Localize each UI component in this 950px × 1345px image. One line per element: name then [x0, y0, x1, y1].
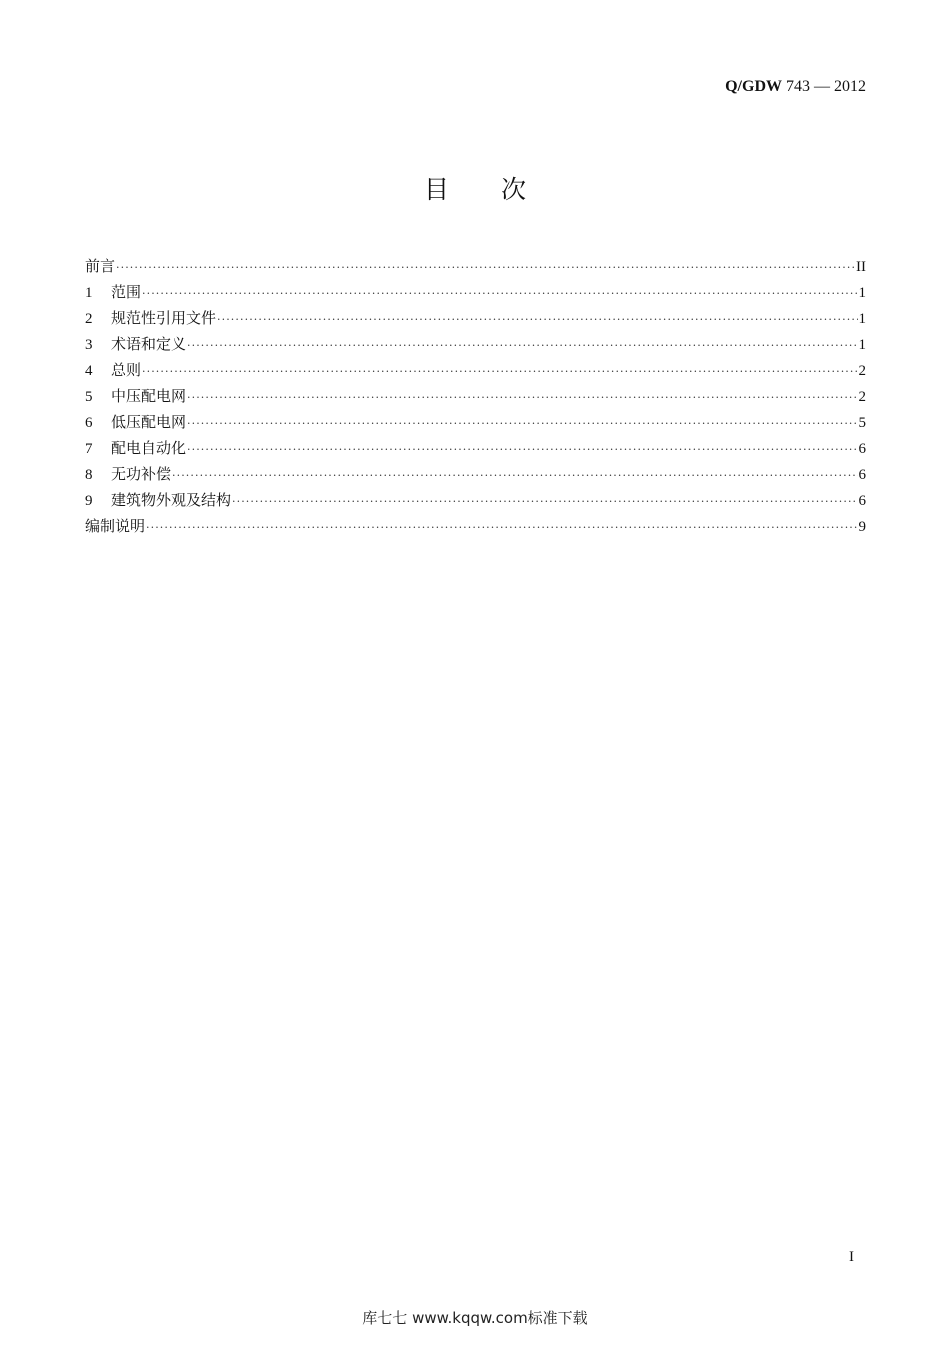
toc-item-title: 总则: [111, 361, 142, 379]
toc-item-page: 2: [858, 389, 866, 405]
toc-item-page: 9: [858, 519, 866, 535]
toc-item-number: 4: [85, 363, 93, 379]
toc-dot-leader: [146, 515, 857, 541]
toc-dot-leader: [187, 437, 857, 463]
watermark-footer: 库七七 www.kqqw.com标准下载: [362, 1309, 588, 1327]
toc-item-lv-network[interactable]: [85, 409, 866, 435]
toc-item-scope[interactable]: [85, 279, 866, 305]
toc-dot-leader: [142, 281, 857, 307]
toc-dot-leader: [232, 489, 857, 515]
toc-item-reactive-compensation[interactable]: [85, 461, 866, 487]
toc-item-page: 6: [858, 493, 866, 509]
toc-dot-leader: [116, 255, 855, 281]
toc-item-title: 中压配电网: [111, 387, 187, 405]
toc-item-normative-references[interactable]: [85, 305, 866, 331]
toc-item-title: 无功补偿: [111, 465, 172, 483]
toc-dot-leader: [172, 463, 857, 489]
toc-dot-leader: [187, 385, 857, 411]
page-number: I: [849, 1249, 854, 1265]
toc-item-terms-definitions[interactable]: [85, 331, 866, 357]
standard-code-number: 743 — 2012: [786, 78, 866, 95]
page-title: 目次: [423, 175, 578, 204]
toc-item-foreword[interactable]: [85, 253, 866, 279]
toc-item-title: 编制说明: [85, 517, 146, 535]
toc-item-page: 6: [858, 441, 866, 457]
toc-item-number: 9: [85, 493, 93, 509]
toc-item-number: 1: [85, 285, 93, 301]
toc-dot-leader: [217, 307, 857, 333]
toc-item-page: 5: [858, 415, 866, 431]
toc-item-number: 2: [85, 311, 93, 327]
standard-code-prefix: Q/GDW: [725, 78, 782, 95]
toc-item-title: 范围: [111, 283, 142, 301]
toc-item-compilation-notes[interactable]: [85, 513, 866, 539]
toc-item-page: 2: [858, 363, 866, 379]
toc-item-distribution-automation[interactable]: [85, 435, 866, 461]
toc-dot-leader: [187, 411, 857, 437]
toc-item-mv-network[interactable]: [85, 383, 866, 409]
toc-item-page: 6: [858, 467, 866, 483]
toc-item-building-structure[interactable]: [85, 487, 866, 513]
toc-item-number: 3: [85, 337, 93, 353]
toc-item-title: 规范性引用文件: [111, 309, 217, 327]
toc-item-number: 8: [85, 467, 93, 483]
toc-item-general[interactable]: [85, 357, 866, 383]
toc-item-title: 配电自动化: [111, 439, 187, 457]
toc-item-title: 术语和定义: [111, 335, 187, 353]
toc-item-page: II: [856, 259, 866, 275]
toc-item-number: 5: [85, 389, 93, 405]
toc-item-title: 前言: [85, 257, 116, 275]
toc-item-page: 1: [858, 337, 866, 353]
toc-item-page: 1: [858, 285, 866, 301]
table-of-contents: [85, 253, 866, 539]
toc-item-title: 建筑物外观及结构: [111, 491, 232, 509]
standard-code-header: [725, 78, 866, 96]
toc-dot-leader: [187, 333, 857, 359]
toc-item-number: 7: [85, 441, 93, 457]
toc-dot-leader: [142, 359, 857, 385]
toc-item-number: 6: [85, 415, 93, 431]
toc-item-page: 1: [858, 311, 866, 327]
toc-item-title: 低压配电网: [111, 413, 187, 431]
